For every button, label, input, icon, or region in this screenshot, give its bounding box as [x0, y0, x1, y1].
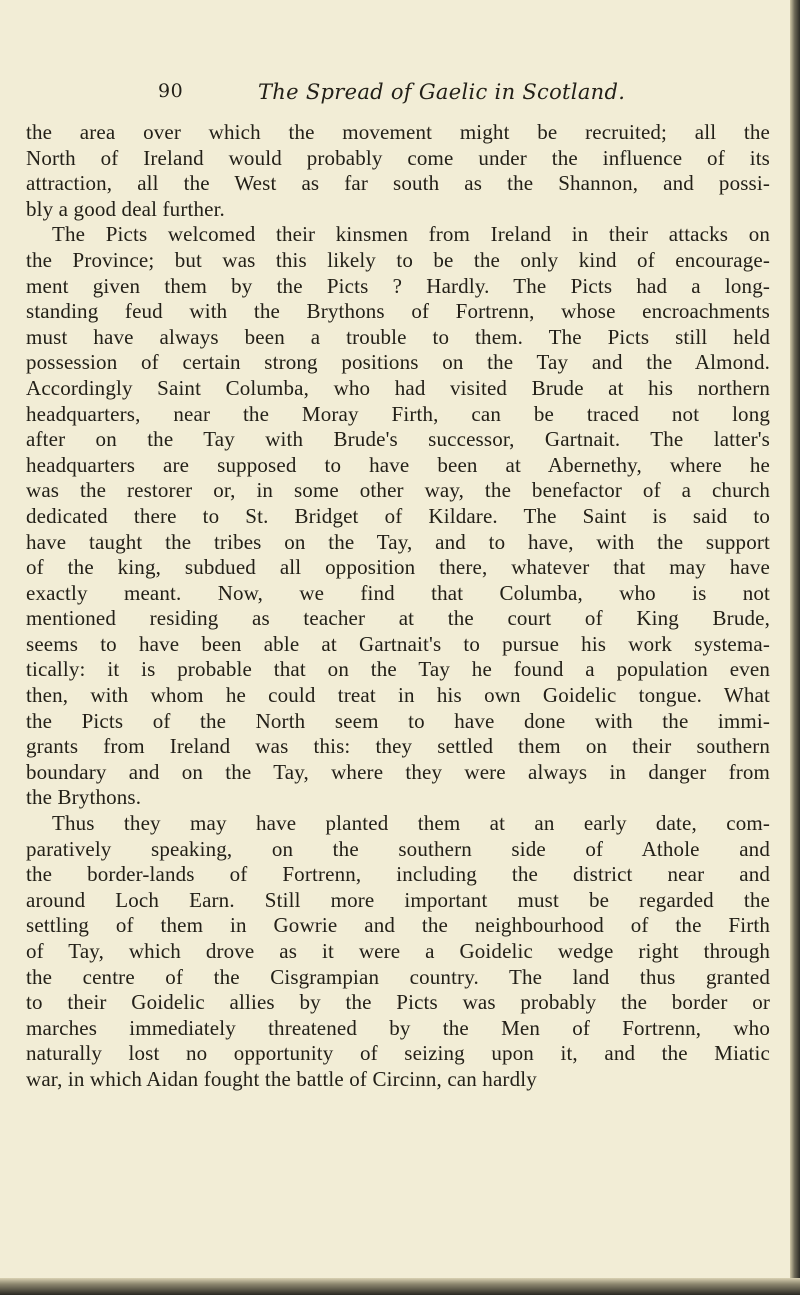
text-line: The Picts welcomed their kinsmen from Ireland in their attacks on — [52, 222, 770, 247]
body-text — [26, 120, 770, 1093]
text-line: to their Goidelic allies by the Picts was probably the border or — [26, 990, 770, 1015]
text-line: seems to have been able at Gartnait's to pursue his work systema- — [26, 631, 770, 656]
text-line: headquarters, near the Moray Firth, can be traced not long — [26, 401, 770, 426]
running-title: The Spread of Gaelic in Scotland. — [258, 80, 626, 104]
text-line: tically: it is probable that on the Tay he found a population even — [26, 657, 770, 682]
page-bottom-shadow — [0, 1278, 800, 1295]
paragraph — [26, 222, 770, 811]
text-line: Thus they may have planted them at an early date, com- — [52, 811, 770, 836]
text-line: must have always been a trouble to them. The Picts still held — [26, 324, 770, 349]
text-line: around Loch Earn. Still more important must be regarded the — [26, 887, 770, 912]
page-number: 90 — [158, 80, 184, 102]
text-line: paratively speaking, on the southern side of Athole and — [26, 836, 770, 861]
text-line: Accordingly Saint Columba, who had visited Brude at his northern — [26, 375, 770, 400]
text-line: was the restorer or, in some other way, the benefactor of a church — [26, 478, 770, 503]
text-line: the Brythons. — [26, 785, 142, 810]
text-line: standing feud with the Brythons of Fortrenn, whose encroachments — [26, 299, 770, 324]
text-line: grants from Ireland was this: they settled them on their southern — [26, 734, 770, 759]
text-line: attraction, all the West as far south as the Shannon, and possi- — [26, 171, 770, 196]
page-header — [158, 80, 718, 110]
text-line: dedicated there to St. Bridget of Kildare. The Saint is said to — [26, 503, 770, 528]
text-line: after on the Tay with Brude's successor, Gartnait. The latter's — [26, 427, 770, 452]
text-line: ment given them by the Picts ? Hardly. The Picts had a long- — [26, 273, 770, 298]
text-line: headquarters are supposed to have been at Abernethy, where he — [26, 452, 770, 477]
text-line: mentioned residing as teacher at the court of King Brude, — [26, 606, 770, 631]
text-line: naturally lost no opportunity of seizing upon it, and the Miatic — [26, 1041, 770, 1066]
text-line: exactly meant. Now, we find that Columba, who is not — [26, 580, 770, 605]
text-line: the area over which the movement might be recruited; all the — [26, 120, 770, 144]
text-line: the Province; but was this likely to be the only kind of encourage- — [26, 247, 770, 272]
text-line: the border-lands of Fortrenn, including the district near and — [26, 862, 770, 887]
text-line: bly a good deal further. — [26, 196, 225, 221]
paragraph — [26, 811, 770, 1093]
text-line: possession of certain strong positions on the Tay and the Almond. — [26, 350, 770, 375]
text-line: boundary and on the Tay, where they were always in danger from — [26, 759, 770, 784]
text-line: then, with whom he could treat in his own Goidelic tongue. What — [26, 683, 770, 708]
text-line: North of Ireland would probably come under the influence of its — [26, 145, 770, 170]
text-line: war, in which Aidan fought the battle of Circinn, can hardly — [26, 1066, 537, 1091]
text-line: of the king, subdued all opposition there, whatever that may have — [26, 555, 770, 580]
text-line: of Tay, which drove as it were a Goidelic wedge right through — [26, 939, 770, 963]
paragraph — [26, 120, 770, 222]
text-line: the Picts of the North seem to have done with the immi- — [26, 708, 770, 733]
page-edge-shadow — [790, 0, 800, 1295]
text-line: the centre of the Cisgrampian country. The land thus granted — [26, 964, 770, 989]
text-line: settling of them in Gowrie and the neighbourhood of the Firth — [26, 913, 770, 938]
text-line: marches immediately threatened by the Men of Fortrenn, who — [26, 1015, 770, 1040]
text-line: have taught the tribes on the Tay, and to have, with the support — [26, 529, 770, 554]
